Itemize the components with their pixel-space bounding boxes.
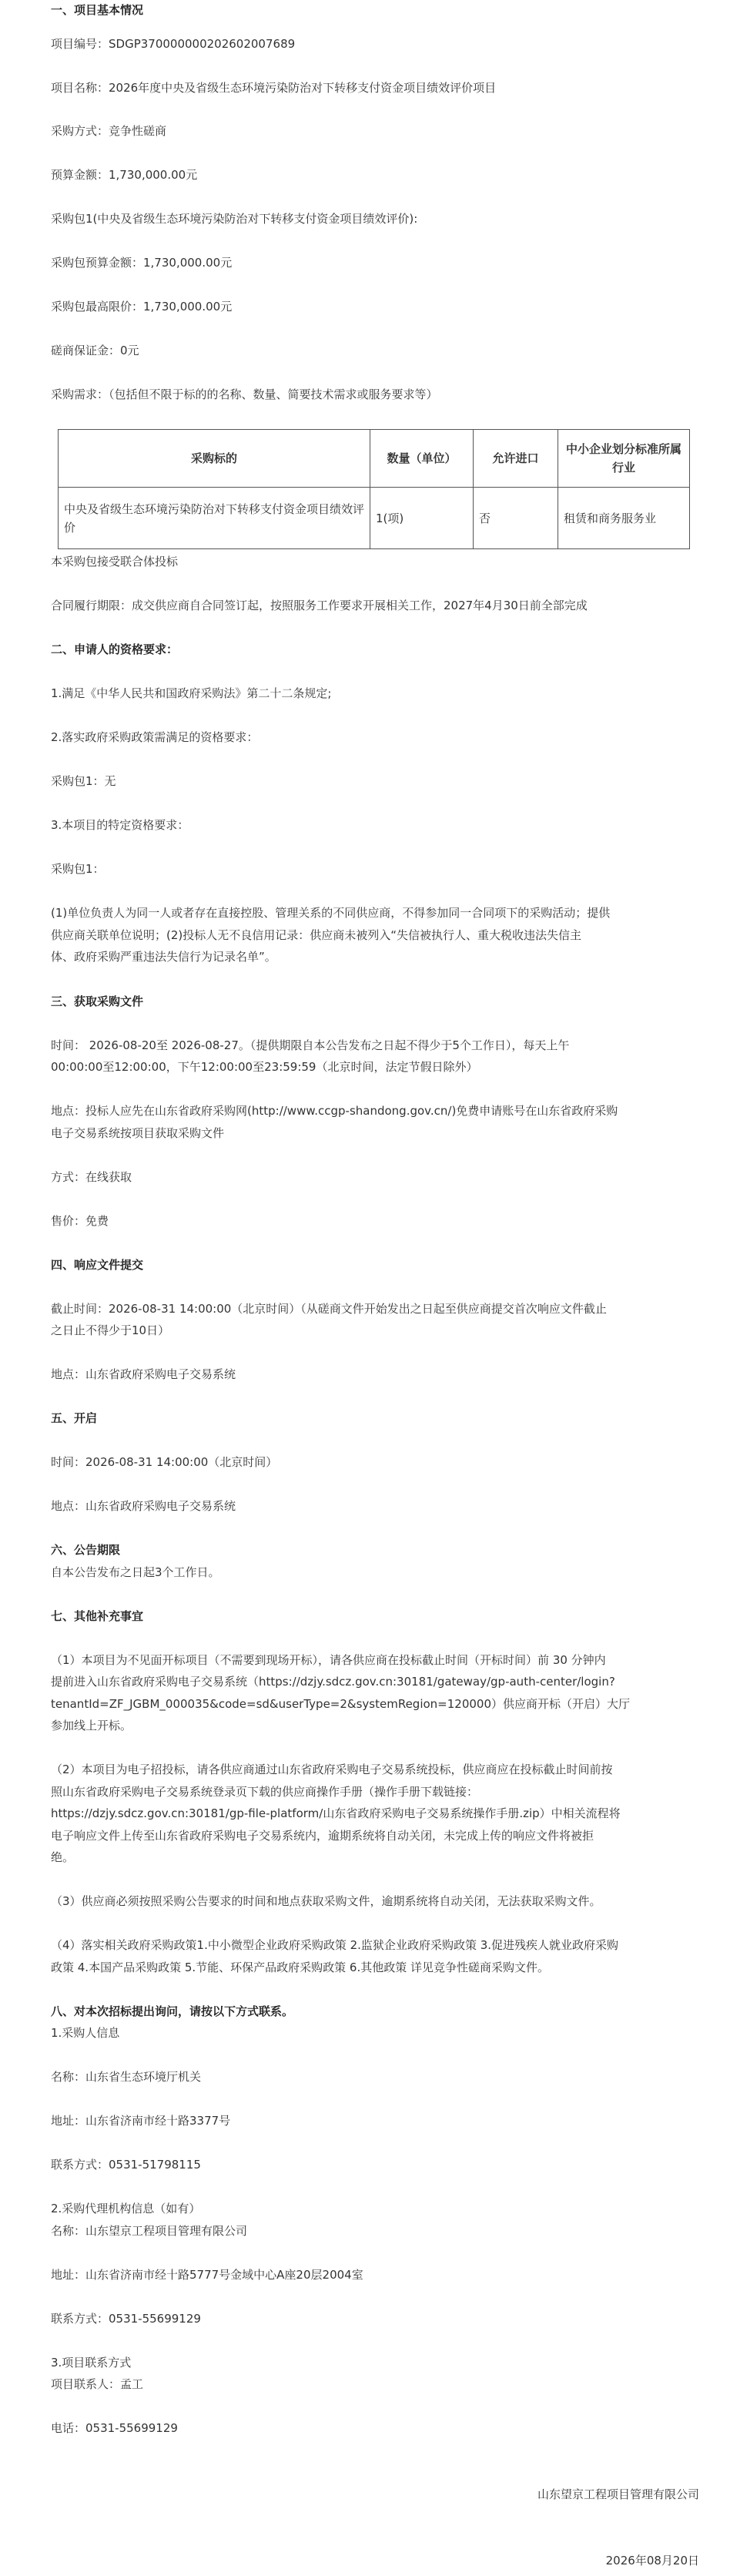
obtain-price: 售价：免费 [51, 1214, 109, 1228]
qualification-item: 1.满足《中华人民共和国政府采购法》第二十二条规定; [51, 686, 332, 700]
agent-title: 2.采购代理机构信息（如有） [51, 2202, 201, 2215]
table-cell: 1(项) [370, 488, 474, 549]
project-name: 项目名称：2026年度中央及省级生态环境污染防治对下转移支付资金项目绩效评价项目 [51, 81, 497, 95]
other-item-line: 政策 4.本国产品采购政策 5.节能、环保产品政府采购政策 6.其他政策 详见竞争性磋商采购文件。 [51, 1961, 550, 1974]
qualification-text-line: (1)单位负责人为同一人或者存在直接控股、管理关系的不同供应商，不得参加同一合同项下的采购活动；提供 [51, 906, 611, 920]
obtain-place-line: 地点：投标人应先在山东省政府采购网(http://www.ccgp-shandong.gov.cn/)免费申请账号在山东省政府采购 [51, 1104, 618, 1118]
section-heading-qualification: 二、申请人的资格要求： [51, 642, 179, 656]
other-item-line: （1）本项目为不见面开标项目（不需要到现场开标），请各供应商在投标截止时间（开标时间）前 30 分钟内 [51, 1653, 606, 1667]
table-cell: 中央及省级生态环境污染防治对下转移支付资金项目绩效评价 [59, 488, 370, 549]
agent-phone: 联系方式：0531-55699129 [51, 2312, 201, 2326]
other-item-line: tenantId=ZF_JGBM_000035&code=sd&userType=2&systemRegion=120000）供应商开标（开启）大厅 [51, 1697, 631, 1711]
package-title: 采购包1(中央及省级生态环境污染防治对下转移支付资金项目绩效评价): [51, 212, 418, 226]
other-item-line: https://dzjy.sdcz.gov.cn:30181/gp-file-platform/山东省政府采购电子交易系统操作手册.zip）中相关流程将 [51, 1806, 621, 1820]
budget-amount: 预算金额：1,730,000.00元 [51, 168, 198, 182]
package-budget: 采购包预算金额：1,730,000.00元 [51, 256, 233, 270]
other-item-line: 参加线上开标。 [51, 1719, 132, 1732]
joint-bidding-note: 本采购包接受联合体投标 [51, 555, 179, 569]
qualification-package: 采购包1： [51, 862, 105, 876]
procurement-method: 采购方式：竞争性磋商 [51, 124, 167, 138]
table-cell: 否 [474, 488, 558, 549]
table-header-cell: 采购标的 [59, 430, 370, 488]
package-max-price: 采购包最高限价：1,730,000.00元 [51, 300, 233, 314]
qualification-item: 2.落实政府采购政策需满足的资格要求： [51, 730, 259, 744]
section-heading-notice-period: 六、公告期限 [51, 1543, 121, 1557]
project-number: 项目编号：SDGP370000000202602007689 [51, 37, 296, 51]
negotiation-deposit: 磋商保证金：0元 [51, 344, 139, 357]
project-contact-title: 3.项目联系方式 [51, 2356, 132, 2370]
notice-period-text: 自本公告发布之日起3个工作日。 [51, 1565, 220, 1579]
procurement-needs: 采购需求：（包括但不限于标的的名称、数量、简要技术需求或服务要求等） [51, 387, 438, 401]
section-heading-contact: 八、对本次招标提出询问，请按以下方式联系。 [51, 2004, 294, 2018]
signature-date: 2026年08月20日 [605, 2554, 699, 2568]
qualification-item: 3.本项目的特定资格要求： [51, 818, 189, 832]
section-heading-submission: 四、响应文件提交 [51, 1258, 144, 1272]
section-heading-opening: 五、开启 [51, 1411, 98, 1425]
obtain-place-line: 电子交易系统按项目获取采购文件 [51, 1126, 225, 1140]
other-item-line: 绝。 [51, 1850, 75, 1864]
table-cell: 租赁和商务服务业 [558, 488, 690, 549]
obtain-time-line: 00:00:00至12:00:00，下午12:00:00至23:59:59（北京时间，法定节假日除外） [51, 1060, 478, 1074]
buyer-phone: 联系方式：0531-51798115 [51, 2158, 201, 2172]
signature-organization: 山东望京工程项目管理有限公司 [537, 2487, 699, 2501]
qualification-text-line: 体、政府采购严重违法失信行为记录名单”。 [51, 950, 276, 964]
procurement-table [58, 429, 690, 549]
qualification-text-line: 供应商关联单位说明；(2)投标人无不良信用记录：供应商未被列入“失信被执行人、重大税收违法失信主 [51, 928, 582, 942]
section-heading-other: 七、其他补充事宜 [51, 1609, 144, 1623]
buyer-title: 1.采购人信息 [51, 2026, 120, 2040]
opening-time: 时间：2026-08-31 14:00:00（北京时间） [51, 1455, 278, 1469]
contract-period: 合同履行期限：成交供应商自合同签订起，按照服务工作要求开展相关工作，2027年4月30日前全部完成 [51, 599, 588, 612]
submission-deadline-line: 之日止不得少于10日） [51, 1323, 170, 1337]
obtain-method: 方式：在线获取 [51, 1170, 132, 1184]
other-item-line: 提前进入山东省政府采购电子交易系统（https://dzjy.sdcz.gov.cn:30181/gateway/gp-auth-center/login? [51, 1675, 615, 1689]
obtain-time-line: 时间： 2026-08-20至 2026-08-27。（提供期限自本公告发布之日起不得少于5个工作日），每天上午 [51, 1038, 570, 1052]
section-heading-obtain-docs: 三、获取采购文件 [51, 995, 144, 1008]
agent-name: 名称：山东望京工程项目管理有限公司 [51, 2224, 248, 2238]
other-item-line: 照山东省政府采购电子交易系统登录页下载的供应商操作手册（操作手册下载链接： [51, 1785, 479, 1799]
other-item-line: （4）落实相关政府采购政策1.中小微型企业政府采购政策 2.监狱企业政府采购政策 3.促进残疾人就业政府采购 [51, 1938, 619, 1952]
buyer-address: 地址：山东省济南市经十路3377号 [51, 2114, 231, 2128]
other-item-line: （3）供应商必须按照采购公告要求的时间和地点获取采购文件，逾期系统将自动关闭，无法获取采购文件。 [51, 1894, 601, 1908]
table-header-cell: 允许进口 [474, 430, 558, 488]
table-row [59, 488, 690, 549]
table-header-cell: 中小企业划分标准所属行业 [558, 430, 690, 488]
opening-place: 地点：山东省政府采购电子交易系统 [51, 1499, 236, 1513]
submission-deadline-line: 截止时间：2026-08-31 14:00:00（北京时间）（从磋商文件开始发出之日起至供应商提交首次响应文件截止 [51, 1302, 607, 1316]
submission-place: 地点：山东省政府采购电子交易系统 [51, 1367, 236, 1381]
project-contact-phone: 电话：0531-55699129 [51, 2421, 178, 2435]
qualification-package: 采购包1：无 [51, 774, 116, 788]
other-item-line: 电子响应文件上传至山东省政府采购电子交易系统内，逾期系统将自动关闭，未完成上传的响应文件将被拒 [51, 1829, 594, 1843]
project-contact-person: 项目联系人：孟工 [51, 2377, 144, 2391]
agent-address: 地址：山东省济南市经十路5777号金域中心A座20层2004室 [51, 2268, 363, 2282]
buyer-name: 名称：山东省生态环境厅机关 [51, 2070, 202, 2084]
other-item-line: （2）本项目为电子招投标，请各供应商通过山东省政府采购电子交易系统投标，供应商应在投标截止时间前按 [51, 1763, 613, 1776]
table-header-cell: 数量（单位） [370, 430, 474, 488]
table-header-row [59, 430, 690, 488]
section-heading-basic-info: 一、项目基本情况 [51, 3, 144, 17]
